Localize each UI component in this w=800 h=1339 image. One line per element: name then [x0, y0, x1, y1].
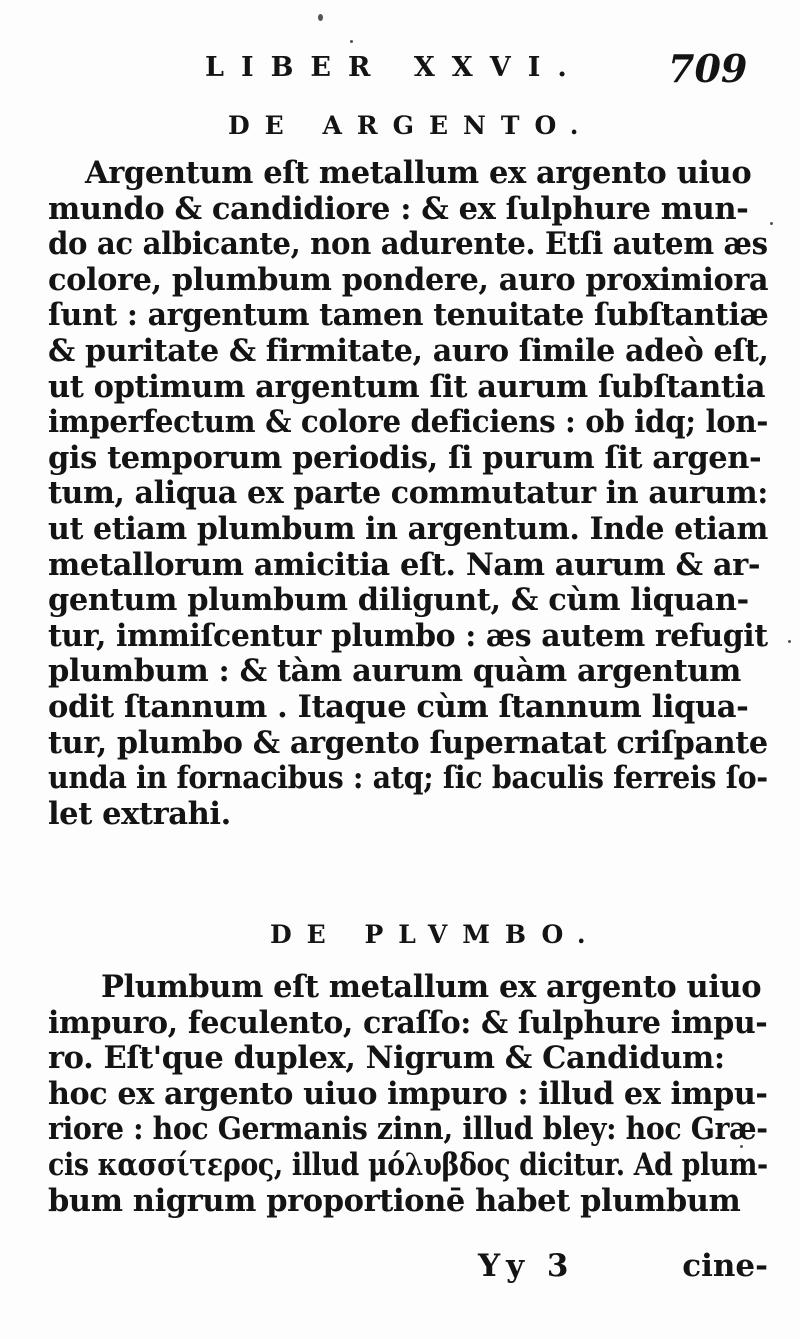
text-line: let extrahi.: [48, 795, 231, 832]
text-line: & puritate & firmitate, auro ſimile adeò eſt,: [48, 332, 769, 369]
text-line: tur, plumbo & argento ſupernatat criſpante: [48, 724, 768, 761]
text-line: colore, plumbum pondere, auro proximiora: [48, 261, 769, 298]
text-line: plumbum : & tàm aurum quàm argentum: [48, 653, 742, 690]
signature-mark: Yy 3: [478, 1248, 575, 1284]
text-line: imperfectum & colore deficiens : ob idq; lon-: [48, 404, 769, 441]
text-line: riore : hoc Germanis zinn, illud bley: hoc Græ-: [48, 1111, 768, 1148]
text-line: cis κασσίτερος, illud μόλυβδος dicitur. Ad plum-: [48, 1146, 768, 1183]
section-body-de-argento: [48, 156, 768, 832]
paper-speck: [350, 40, 353, 43]
text-line: gis temporum periodis, ſi purum ſit argen-: [48, 439, 762, 476]
text-line: gentum plumbum diligunt, & cùm liquan-: [48, 582, 749, 619]
page-number: 709: [668, 46, 748, 91]
text-line: ut etiam plumbum in argentum. Inde etiam: [48, 510, 768, 547]
paper-speck: [318, 14, 323, 21]
text-line: tur, immiſcentur plumbo : æs autem refugit: [48, 617, 768, 654]
text-line: ſunt : argentum tamen tenuitate ſubſtantiæ: [48, 297, 769, 334]
text-line: Plumbum eſt metallum ex argento uiuo: [101, 969, 762, 1005]
running-head: LIBER XXVI.: [205, 52, 584, 83]
text-line: tum, aliqua ex parte commutatur in aurum:: [48, 475, 768, 512]
text-line: do ac albicante, non adurente. Etſi autem æs: [48, 226, 768, 263]
text-line: metallorum amicitia eſt. Nam aurum & ar-: [48, 546, 761, 583]
section-body-de-plumbo: [48, 970, 768, 1219]
text-line: mundo & candidiore : & ex ſulphure mun-: [48, 190, 749, 227]
paper-speck: [788, 640, 791, 643]
section-title-de-argento: DE ARGENTO.: [228, 111, 594, 140]
text-line: hoc ex argento uiuo impuro : illud ex impu-: [48, 1075, 768, 1112]
paper-speck: [770, 222, 773, 225]
text-line: bum nigrum proportionē habet plumbum: [48, 1182, 741, 1219]
text-line: ro. Eſt'que duplex, Nigrum & Candidum:: [48, 1040, 725, 1077]
text-line: odit ſtannum . Itaque cùm ſtannum liqua-: [48, 688, 749, 725]
section-title-de-plumbo: DE PLVMBO.: [270, 920, 601, 949]
text-line: ut optimum argentum ſit aurum ſubſtantia: [48, 368, 766, 405]
text-line: Argentum eſt metallum ex argento uiuo: [85, 155, 752, 191]
text-line: impuro, feculento, craſſo: & ſulphure impu-: [48, 1004, 768, 1041]
catchword: cine-: [682, 1248, 768, 1284]
text-line: unda in fornacibus : atq; ſic baculis ferreis ſo-: [48, 760, 768, 797]
